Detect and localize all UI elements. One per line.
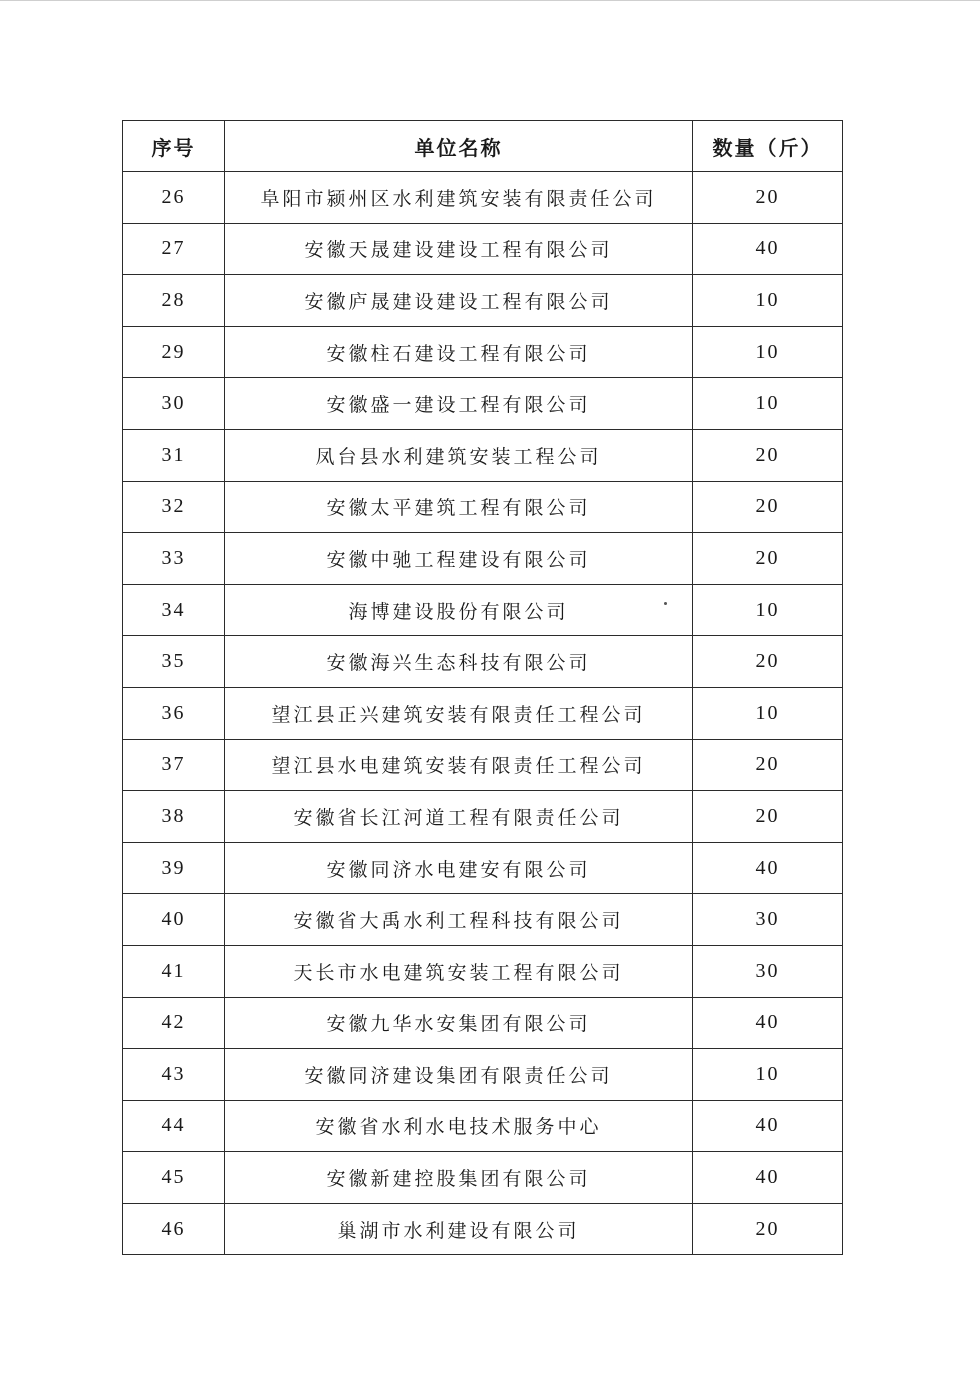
serial-number-cell: 33 bbox=[123, 533, 225, 585]
table-row bbox=[123, 172, 843, 224]
serial-number-cell: 43 bbox=[123, 1049, 225, 1101]
table-row bbox=[123, 1100, 843, 1152]
table-row bbox=[123, 378, 843, 430]
table-row bbox=[123, 1203, 843, 1255]
table-body bbox=[123, 172, 843, 1255]
company-name-cell: 安徽中驰工程建设有限公司 bbox=[225, 533, 693, 585]
quantity-cell: 10 bbox=[693, 584, 843, 636]
quantity-cell: 20 bbox=[693, 481, 843, 533]
table-row bbox=[123, 791, 843, 843]
company-name-cell: 安徽同济建设集团有限责任公司 bbox=[225, 1049, 693, 1101]
company-name-cell: 望江县水电建筑安装有限责任工程公司 bbox=[225, 739, 693, 791]
company-name-cell: 凤台县水利建筑安装工程公司 bbox=[225, 429, 693, 481]
table-row bbox=[123, 842, 843, 894]
company-name-cell: 安徽九华水安集团有限公司 bbox=[225, 997, 693, 1049]
serial-number-cell: 29 bbox=[123, 326, 225, 378]
quantity-cell: 20 bbox=[693, 172, 843, 224]
quantity-cell: 10 bbox=[693, 1049, 843, 1101]
quantity-cell: 20 bbox=[693, 739, 843, 791]
company-quantity-table bbox=[122, 120, 843, 1255]
table-row bbox=[123, 584, 843, 636]
table-row bbox=[123, 636, 843, 688]
company-name-cell: 阜阳市颍州区水利建筑安装有限责任公司 bbox=[225, 172, 693, 224]
serial-number-cell: 37 bbox=[123, 739, 225, 791]
serial-number-cell: 34 bbox=[123, 584, 225, 636]
quantity-cell: 10 bbox=[693, 275, 843, 327]
serial-number-cell: 28 bbox=[123, 275, 225, 327]
serial-number-cell: 26 bbox=[123, 172, 225, 224]
header-quantity: 数量（斤） bbox=[693, 121, 843, 172]
table-row bbox=[123, 223, 843, 275]
serial-number-cell: 44 bbox=[123, 1100, 225, 1152]
table-header bbox=[123, 121, 843, 172]
header-serial-number: 序号 bbox=[123, 121, 225, 172]
quantity-cell: 10 bbox=[693, 687, 843, 739]
serial-number-cell: 32 bbox=[123, 481, 225, 533]
company-name-cell: 安徽同济水电建安有限公司 bbox=[225, 842, 693, 894]
quantity-cell: 30 bbox=[693, 945, 843, 997]
table-row bbox=[123, 326, 843, 378]
company-name-cell: 安徽省大禹水利工程科技有限公司 bbox=[225, 894, 693, 946]
company-name-cell: 安徽盛一建设工程有限公司 bbox=[225, 378, 693, 430]
company-name-cell: 安徽省水利水电技术服务中心 bbox=[225, 1100, 693, 1152]
serial-number-cell: 38 bbox=[123, 791, 225, 843]
quantity-cell: 40 bbox=[693, 1100, 843, 1152]
company-name-cell: 安徽海兴生态科技有限公司 bbox=[225, 636, 693, 688]
header-company-name: 单位名称 bbox=[225, 121, 693, 172]
company-name-cell: 安徽新建控股集团有限公司 bbox=[225, 1152, 693, 1204]
quantity-cell: 10 bbox=[693, 326, 843, 378]
company-name-cell: 安徽柱石建设工程有限公司 bbox=[225, 326, 693, 378]
quantity-cell: 20 bbox=[693, 791, 843, 843]
serial-number-cell: 39 bbox=[123, 842, 225, 894]
serial-number-cell: 31 bbox=[123, 429, 225, 481]
table-row bbox=[123, 739, 843, 791]
table-row bbox=[123, 997, 843, 1049]
quantity-cell: 20 bbox=[693, 1203, 843, 1255]
quantity-cell: 20 bbox=[693, 636, 843, 688]
company-name-cell: 天长市水电建筑安装工程有限公司 bbox=[225, 945, 693, 997]
company-name-cell: 巢湖市水利建设有限公司 bbox=[225, 1203, 693, 1255]
company-name-cell: 海博建设股份有限公司 bbox=[225, 584, 693, 636]
serial-number-cell: 36 bbox=[123, 687, 225, 739]
company-name-cell: 安徽太平建筑工程有限公司 bbox=[225, 481, 693, 533]
quantity-cell: 40 bbox=[693, 997, 843, 1049]
table-row bbox=[123, 687, 843, 739]
header-row bbox=[123, 121, 843, 172]
table-row bbox=[123, 533, 843, 585]
scan-edge-line bbox=[0, 0, 980, 1]
serial-number-cell: 46 bbox=[123, 1203, 225, 1255]
serial-number-cell: 40 bbox=[123, 894, 225, 946]
serial-number-cell: 42 bbox=[123, 997, 225, 1049]
table-row bbox=[123, 1049, 843, 1101]
serial-number-cell: 45 bbox=[123, 1152, 225, 1204]
quantity-cell: 10 bbox=[693, 378, 843, 430]
table-row bbox=[123, 1152, 843, 1204]
serial-number-cell: 41 bbox=[123, 945, 225, 997]
table-row bbox=[123, 275, 843, 327]
quantity-cell: 40 bbox=[693, 842, 843, 894]
quantity-cell: 40 bbox=[693, 1152, 843, 1204]
serial-number-cell: 30 bbox=[123, 378, 225, 430]
table-row bbox=[123, 481, 843, 533]
company-name-cell: 安徽天晟建设建设工程有限公司 bbox=[225, 223, 693, 275]
table-row bbox=[123, 945, 843, 997]
table-row bbox=[123, 429, 843, 481]
quantity-cell: 30 bbox=[693, 894, 843, 946]
quantity-cell: 20 bbox=[693, 533, 843, 585]
serial-number-cell: 27 bbox=[123, 223, 225, 275]
quantity-cell: 40 bbox=[693, 223, 843, 275]
company-name-cell: 望江县正兴建筑安装有限责任工程公司 bbox=[225, 687, 693, 739]
company-name-cell: 安徽庐晟建设建设工程有限公司 bbox=[225, 275, 693, 327]
serial-number-cell: 35 bbox=[123, 636, 225, 688]
table-row bbox=[123, 894, 843, 946]
quantity-cell: 20 bbox=[693, 429, 843, 481]
company-name-cell: 安徽省长江河道工程有限责任公司 bbox=[225, 791, 693, 843]
